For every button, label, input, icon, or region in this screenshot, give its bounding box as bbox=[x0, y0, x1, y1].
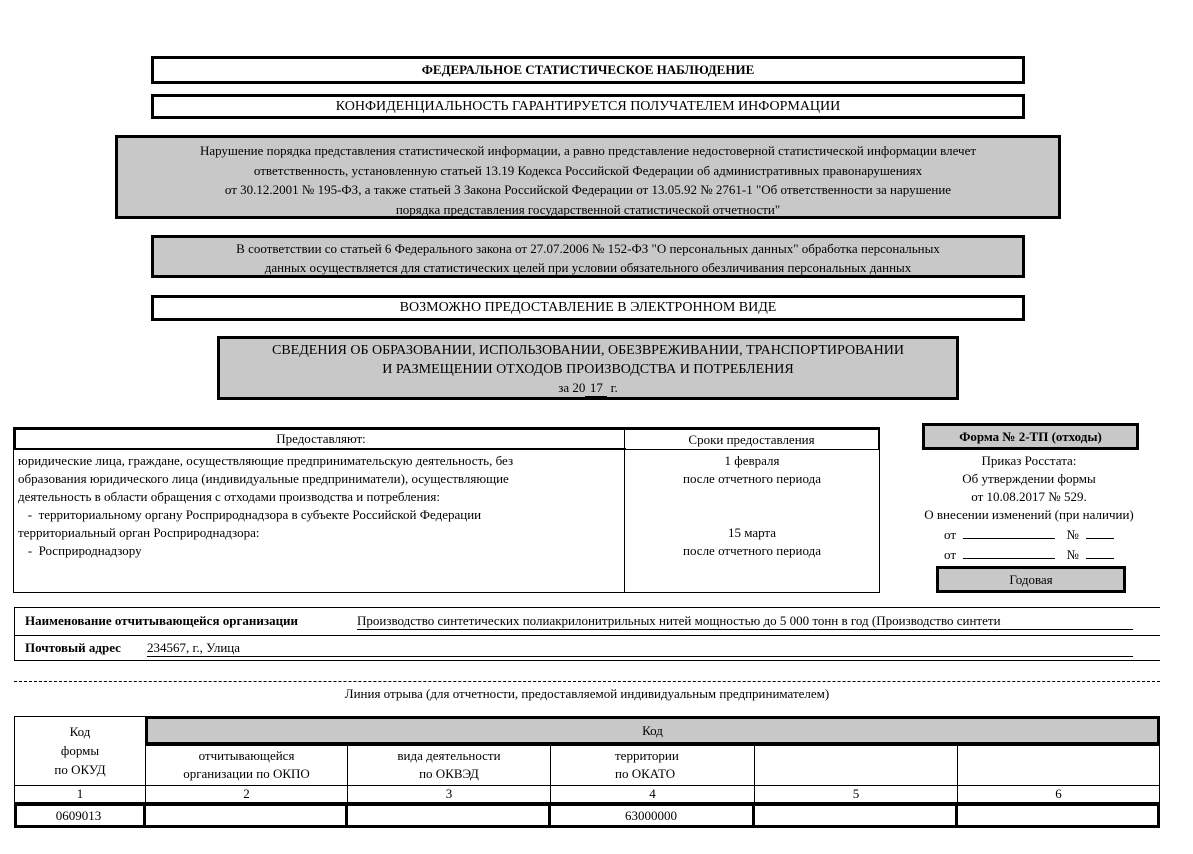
form-name-box bbox=[922, 423, 1139, 450]
col-number-4: 4 bbox=[550, 785, 755, 803]
okud-header-line: формы bbox=[60, 743, 100, 758]
personal-data-line: В соответствии со статьей 6 Федерального закона от 27.07.2006 № 152-ФЗ "О персональных данных" обработка персональных bbox=[236, 241, 940, 256]
order-line: Об утверждении формы bbox=[962, 471, 1096, 486]
federal-observation-banner bbox=[151, 56, 1025, 84]
provide-line: деятельность в области обращения с отходами производства и потребления: bbox=[18, 489, 440, 504]
col-number-6: 6 bbox=[957, 785, 1160, 803]
amendment-row bbox=[896, 544, 1162, 564]
provide-line: образования юридического лица (индивидуальные предприниматели), осуществляющие bbox=[18, 471, 509, 486]
okved-value[interactable] bbox=[347, 806, 551, 825]
report-year-value[interactable]: 17 bbox=[585, 379, 607, 397]
amendment-date-input[interactable] bbox=[963, 524, 1055, 539]
form-name: Форма № 2-ТП (отходы) bbox=[959, 429, 1102, 444]
okud-header-line: Код bbox=[69, 724, 91, 739]
amendment-num-label: № bbox=[1066, 527, 1079, 542]
order-line: О внесении изменений (при наличии) bbox=[924, 507, 1134, 522]
amendment-number-input[interactable] bbox=[1086, 524, 1114, 539]
okved-header bbox=[347, 745, 551, 786]
report-title-line: И РАЗМЕЩЕНИИ ОТХОДОВ ПРОИЗВОДСТВА И ПОТРЕБЛЕНИЯ bbox=[382, 362, 794, 377]
personal-data-line: данных осуществляется для статистических целей при условии обязательного обезличивания персональных данных bbox=[264, 260, 912, 275]
org-name-label: Наименование отчитывающейся организации bbox=[25, 613, 299, 628]
federal-observation-text: ФЕДЕРАЛЬНОЕ СТАТИСТИЧЕСКОЕ НАБЛЮДЕНИЕ bbox=[421, 62, 755, 77]
provide-line: территориальный орган Росприроднадзора: bbox=[18, 525, 260, 540]
provide-header-row bbox=[14, 428, 626, 450]
col5-value[interactable] bbox=[754, 806, 958, 825]
provide-text bbox=[18, 452, 622, 560]
violation-notice bbox=[115, 135, 1061, 219]
col-number-1: 1 bbox=[14, 785, 146, 803]
okpo-header bbox=[145, 745, 348, 786]
report-title bbox=[217, 336, 959, 400]
provide-col2-header: Сроки предоставления bbox=[688, 432, 815, 447]
okud-value[interactable]: 0609013 bbox=[14, 806, 146, 825]
amendment-row bbox=[896, 524, 1162, 544]
deadline-1-date: 1 февраля bbox=[724, 453, 780, 468]
period-text: Годовая bbox=[1009, 572, 1053, 587]
provide-line: - Росприроднадзору bbox=[18, 543, 142, 558]
deadline-2-date: 15 марта bbox=[727, 525, 777, 540]
report-year bbox=[220, 379, 956, 397]
okato-header-line: по ОКАТО bbox=[615, 766, 676, 781]
provide-table bbox=[13, 427, 880, 593]
form-order bbox=[896, 452, 1162, 564]
col-number-5: 5 bbox=[754, 785, 958, 803]
violation-line: порядка представления государственной статистической отчетности" bbox=[395, 201, 781, 217]
report-year-suffix: г. bbox=[610, 380, 618, 395]
org-address-row bbox=[14, 636, 1160, 661]
codes-table bbox=[14, 716, 1160, 828]
deadline-2-note: после отчетного периода bbox=[683, 543, 821, 558]
okato-header bbox=[550, 745, 755, 786]
okud-header bbox=[14, 716, 146, 786]
address-label: Почтовый адрес bbox=[25, 640, 121, 655]
org-name-row bbox=[14, 608, 1160, 636]
order-line: от 10.08.2017 № 529. bbox=[971, 489, 1087, 504]
report-year-prefix: за 20 bbox=[558, 380, 586, 395]
deadline-1-note: после отчетного периода bbox=[683, 471, 821, 486]
personal-data-notice bbox=[151, 235, 1025, 278]
col5-header bbox=[754, 745, 958, 786]
address-value[interactable]: 234567, г., Улица bbox=[147, 640, 1133, 657]
okpo-header-line: отчитывающейся bbox=[198, 748, 295, 763]
provide-col1-header: Предоставляют: bbox=[276, 431, 366, 446]
okato-header-line: территории bbox=[615, 748, 679, 763]
okved-header-line: по ОКВЭД bbox=[419, 766, 479, 781]
period-box bbox=[936, 566, 1126, 593]
amendment-date-input[interactable] bbox=[963, 544, 1055, 559]
confidentiality-text: КОНФИДЕНЦИАЛЬНОСТЬ ГАРАНТИРУЕТСЯ ПОЛУЧАТЕЛЕМ ИНФОРМАЦИИ bbox=[335, 99, 841, 114]
col6-value[interactable] bbox=[957, 806, 1157, 825]
order-line: Приказ Росстата: bbox=[981, 453, 1077, 468]
okved-header-line: вида деятельности bbox=[397, 748, 501, 763]
tear-line-label bbox=[14, 686, 1160, 702]
electronic-banner bbox=[151, 295, 1025, 321]
violation-line: от 30.12.2001 № 195-ФЗ, а также статьей 3 Закона Российской Федерации от 13.05.92 № 2761-1 "Об ответственности за нарушение bbox=[224, 182, 952, 197]
code-group-header bbox=[145, 716, 1160, 745]
confidentiality-banner bbox=[151, 94, 1025, 119]
okpo-header-line: организации по ОКПО bbox=[183, 766, 310, 781]
tear-line-dashes bbox=[14, 681, 1160, 682]
amendment-from-label: от bbox=[944, 547, 957, 562]
org-name-value[interactable]: Производство синтетических полиакрилонитрильных нитей мощностью до 5 000 тонн в год (Производство синтети bbox=[357, 613, 1133, 630]
deadline-header bbox=[624, 428, 879, 450]
org-block bbox=[14, 607, 1160, 661]
col-number-3: 3 bbox=[347, 785, 551, 803]
tear-line-text: Линия отрыва (для отчетности, предоставляемой индивидуальным предпринимателем) bbox=[344, 686, 830, 701]
violation-line: Нарушение порядка представления статистической информации, а равно представление недостоверной статистической информации влечет bbox=[199, 143, 977, 158]
electronic-text: ВОЗМОЖНО ПРЕДОСТАВЛЕНИЕ В ЭЛЕКТРОННОМ ВИДЕ bbox=[399, 300, 777, 315]
okpo-value[interactable] bbox=[145, 806, 348, 825]
report-title-line: СВЕДЕНИЯ ОБ ОБРАЗОВАНИИ, ИСПОЛЬЗОВАНИИ, ОБЕЗВРЕЖИВАНИИ, ТРАНСПОРТИРОВАНИИ bbox=[272, 343, 904, 358]
provide-line: юридические лица, граждане, осуществляющие предпринимательскую деятельность, без bbox=[18, 453, 514, 468]
code-group-label: Код bbox=[642, 723, 663, 738]
amendment-from-label: от bbox=[944, 527, 957, 542]
okud-header-line: по ОКУД bbox=[54, 762, 106, 777]
violation-line: ответственность, установленную статьей 13.19 Кодекса Российской Федерации об административных правонарушениях bbox=[253, 162, 923, 178]
amendment-number-input[interactable] bbox=[1086, 544, 1114, 559]
amendment-num-label: № bbox=[1066, 547, 1079, 562]
col6-header bbox=[957, 745, 1160, 786]
provide-line: - территориальному органу Росприроднадзора в субъекте Российской Федерации bbox=[18, 507, 482, 522]
col-number-2: 2 bbox=[145, 785, 348, 803]
deadline-cell bbox=[625, 452, 879, 560]
okato-value[interactable]: 63000000 bbox=[550, 806, 755, 825]
